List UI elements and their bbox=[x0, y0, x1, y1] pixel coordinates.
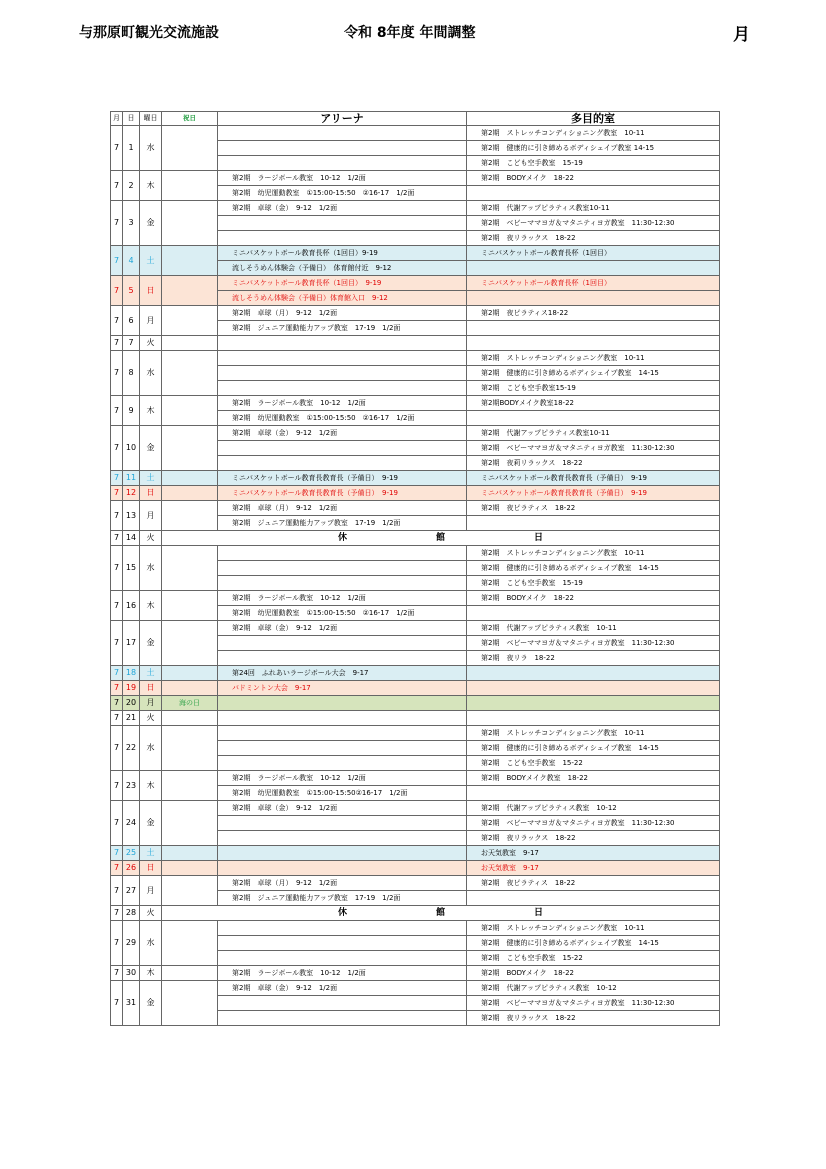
holiday-cell bbox=[162, 486, 218, 501]
day-month-cell: 7 bbox=[111, 681, 123, 696]
day-month-cell: 7 bbox=[111, 846, 123, 861]
table-row bbox=[111, 396, 720, 411]
arena-event-cell bbox=[218, 456, 467, 471]
arena-event-cell: 第2期 ラージボール教室 10-12 1/2面 bbox=[218, 771, 467, 786]
weekday-cell: 月 bbox=[140, 501, 162, 531]
arena-event-cell: 第2期 卓球（月） 9-12 1/2面 bbox=[218, 501, 467, 516]
arena-event-cell: 第2期 ラージボール教室 10-12 1/2面 bbox=[218, 966, 467, 981]
day-month-cell: 7 bbox=[111, 666, 123, 681]
day-number-cell: 11 bbox=[123, 471, 140, 486]
arena-event-cell bbox=[218, 351, 467, 366]
table-row bbox=[111, 876, 720, 891]
multi-room-event-cell: 第2期 BODYメイク 18-22 bbox=[467, 966, 720, 981]
multi-room-event-cell bbox=[467, 321, 720, 336]
arena-event-cell: 第2期 卓球（月） 9-12 1/2面 bbox=[218, 306, 467, 321]
table-row bbox=[111, 546, 720, 561]
holiday-cell bbox=[162, 921, 218, 966]
multi-room-event-cell bbox=[467, 516, 720, 531]
weekday-cell: 土 bbox=[140, 666, 162, 681]
col-month-header: 月 bbox=[111, 112, 123, 126]
multi-room-event-cell bbox=[467, 261, 720, 276]
day-month-cell: 7 bbox=[111, 501, 123, 531]
arena-event-cell bbox=[218, 126, 467, 141]
multi-room-event-cell: ミニバスケットボール教育長教育長（予備日） 9-19 bbox=[467, 486, 720, 501]
day-month-cell: 7 bbox=[111, 471, 123, 486]
multi-room-event-cell bbox=[467, 606, 720, 621]
arena-event-cell: 第2期 ラージボール教室 10-12 1/2面 bbox=[218, 171, 467, 186]
holiday-cell bbox=[162, 396, 218, 426]
day-month-cell: 7 bbox=[111, 801, 123, 846]
multi-room-event-cell: ミニバスケットボール教育長杯（1回目） bbox=[467, 276, 720, 291]
holiday-cell bbox=[162, 726, 218, 771]
day-month-cell: 7 bbox=[111, 546, 123, 591]
arena-event-cell bbox=[218, 921, 467, 936]
holiday-cell bbox=[162, 876, 218, 906]
multi-room-event-cell: 第2期 ベビーママヨガ＆マタニティヨガ教室 11:30-12:30 bbox=[467, 996, 720, 1011]
multi-room-event-cell: ミニバスケットボール教育長杯（1回目） bbox=[467, 246, 720, 261]
multi-room-event-cell: 第2期 代謝アップピラティス教室10-11 bbox=[467, 201, 720, 216]
table-row bbox=[111, 126, 720, 141]
day-number-cell: 8 bbox=[123, 351, 140, 396]
multi-room-event-cell: 第2期 BODYメイク 18-22 bbox=[467, 171, 720, 186]
multi-room-event-cell: 第2期 夜リラ 18-22 bbox=[467, 651, 720, 666]
arena-event-cell bbox=[218, 936, 467, 951]
day-number-cell: 26 bbox=[123, 861, 140, 876]
facility-name: 与那原町観光交流施設 bbox=[79, 25, 219, 41]
table-row bbox=[111, 726, 720, 741]
holiday-cell bbox=[162, 591, 218, 621]
weekday-cell: 土 bbox=[140, 846, 162, 861]
col-multi-header: 多目的室 bbox=[467, 112, 720, 126]
weekday-cell: 月 bbox=[140, 876, 162, 906]
multi-room-event-cell: 第2期 健康的に引き締めるボディシェイプ教室 14-15 bbox=[467, 561, 720, 576]
multi-room-event-cell: 第2期 BODYメイク 18-22 bbox=[467, 591, 720, 606]
arena-event-cell bbox=[218, 831, 467, 846]
table-row bbox=[111, 531, 720, 546]
table-row bbox=[111, 906, 720, 921]
arena-event-cell: 第2期 卓球（金） 9-12 1/2面 bbox=[218, 426, 467, 441]
day-number-cell: 28 bbox=[123, 906, 140, 921]
arena-event-cell bbox=[218, 846, 467, 861]
arena-event-cell bbox=[218, 951, 467, 966]
holiday-cell bbox=[162, 546, 218, 591]
arena-event-cell bbox=[218, 711, 467, 726]
multi-room-event-cell: 第2期 健康的に引き締めるボディシェイプ教室 14-15 bbox=[467, 141, 720, 156]
weekday-cell: 金 bbox=[140, 801, 162, 846]
schedule-body bbox=[111, 126, 720, 1026]
arena-event-cell: 第2期 幼児運動教室 ①15:00-15:50 ②16-17 1/2面 bbox=[218, 186, 467, 201]
multi-room-event-cell bbox=[467, 681, 720, 696]
day-month-cell: 7 bbox=[111, 351, 123, 396]
arena-event-cell: 第2期 ジュニア運動能力アップ教室 17-19 1/2面 bbox=[218, 891, 467, 906]
day-month-cell: 7 bbox=[111, 396, 123, 426]
day-month-cell: 7 bbox=[111, 906, 123, 921]
day-month-cell: 7 bbox=[111, 486, 123, 501]
day-number-cell: 15 bbox=[123, 546, 140, 591]
multi-room-event-cell: 第2期 夜リラックス 18-22 bbox=[467, 1011, 720, 1026]
day-number-cell: 29 bbox=[123, 921, 140, 966]
multi-room-event-cell: 第2期 こども空手教室 15-19 bbox=[467, 156, 720, 171]
day-month-cell: 7 bbox=[111, 726, 123, 771]
multi-room-event-cell: 第2期 健康的に引き締めるボディシェイプ教室 14-15 bbox=[467, 741, 720, 756]
table-row bbox=[111, 306, 720, 321]
multi-room-event-cell: 第2期 代謝アップピラティス教室 10-12 bbox=[467, 981, 720, 996]
arena-event-cell bbox=[218, 996, 467, 1011]
table-row bbox=[111, 246, 720, 261]
day-number-cell: 18 bbox=[123, 666, 140, 681]
weekday-cell: 火 bbox=[140, 711, 162, 726]
day-month-cell: 7 bbox=[111, 306, 123, 336]
multi-room-event-cell: お天気教室 9-17 bbox=[467, 861, 720, 876]
arena-event-cell: 流しそうめん体験会（予備日）体育館入口 9-12 bbox=[218, 291, 467, 306]
arena-event-cell bbox=[218, 741, 467, 756]
day-number-cell: 6 bbox=[123, 306, 140, 336]
table-row bbox=[111, 846, 720, 861]
closed-label-char: 日 bbox=[533, 908, 543, 918]
arena-event-cell bbox=[218, 696, 467, 711]
arena-event-cell: ミニバスケットボール教育長杯（1回目）9-19 bbox=[218, 246, 467, 261]
col-holiday-header: 祝日 bbox=[162, 112, 218, 126]
day-month-cell: 7 bbox=[111, 621, 123, 666]
multi-room-event-cell: 第2期 夜ピラティス 18-22 bbox=[467, 876, 720, 891]
holiday-cell bbox=[162, 351, 218, 396]
table-header-row bbox=[111, 112, 720, 126]
multi-room-event-cell: 第2期 ベビーママヨガ＆マタニティヨガ教室 11:30-12:30 bbox=[467, 216, 720, 231]
arena-event-cell: 第2期 幼児運動教室 ①15:00-15:50 ②16-17 1/2面 bbox=[218, 411, 467, 426]
multi-room-event-cell: 第2期 こども空手教室 15-22 bbox=[467, 756, 720, 771]
table-row bbox=[111, 981, 720, 996]
day-number-cell: 31 bbox=[123, 981, 140, 1026]
multi-room-event-cell bbox=[467, 696, 720, 711]
arena-event-cell: 第2期 卓球（金） 9-12 1/2面 bbox=[218, 621, 467, 636]
day-number-cell: 25 bbox=[123, 846, 140, 861]
multi-room-event-cell: 第2期 夜ピラティス18-22 bbox=[467, 306, 720, 321]
day-number-cell: 9 bbox=[123, 396, 140, 426]
multi-room-event-cell: 第2期 ストレッチコンディショニング教室 10-11 bbox=[467, 126, 720, 141]
holiday-cell bbox=[162, 336, 218, 351]
arena-event-cell bbox=[218, 156, 467, 171]
weekday-cell: 水 bbox=[140, 921, 162, 966]
multi-room-event-cell: 第2期 夜リラックス 18-22 bbox=[467, 231, 720, 246]
holiday-cell bbox=[162, 501, 218, 531]
day-number-cell: 3 bbox=[123, 201, 140, 246]
weekday-cell: 月 bbox=[140, 696, 162, 711]
multi-room-event-cell: 第2期 健康的に引き締めるボディシェイプ教室 14-15 bbox=[467, 936, 720, 951]
arena-event-cell: 第2期 幼児運動教室 ①15:00-15:50 ②16-17 1/2面 bbox=[218, 606, 467, 621]
arena-event-cell bbox=[218, 546, 467, 561]
multi-room-event-cell: 第2期 ベビーママヨガ＆マタニティヨガ教室 11:30-12:30 bbox=[467, 636, 720, 651]
day-month-cell: 7 bbox=[111, 921, 123, 966]
day-month-cell: 7 bbox=[111, 201, 123, 246]
table-row bbox=[111, 861, 720, 876]
arena-event-cell bbox=[218, 816, 467, 831]
arena-event-cell bbox=[218, 336, 467, 351]
closed-label-char: 休 bbox=[337, 908, 347, 918]
multi-room-event-cell: 第2期 ストレッチコンディショニング教室 10-11 bbox=[467, 921, 720, 936]
closed-day-cell bbox=[162, 906, 720, 921]
table-row bbox=[111, 696, 720, 711]
holiday-cell bbox=[162, 246, 218, 276]
day-number-cell: 17 bbox=[123, 621, 140, 666]
day-month-cell: 7 bbox=[111, 426, 123, 471]
multi-room-event-cell: 第2期 ストレッチコンディショニング教室 10-11 bbox=[467, 726, 720, 741]
multi-room-event-cell: 第2期 ストレッチコンディショニング教室 10-11 bbox=[467, 351, 720, 366]
day-number-cell: 12 bbox=[123, 486, 140, 501]
multi-room-event-cell: 第2期 代謝アップピラティス教室 10-12 bbox=[467, 801, 720, 816]
day-month-cell: 7 bbox=[111, 276, 123, 306]
arena-event-cell bbox=[218, 861, 467, 876]
day-number-cell: 19 bbox=[123, 681, 140, 696]
multi-room-event-cell bbox=[467, 291, 720, 306]
weekday-cell: 水 bbox=[140, 126, 162, 171]
arena-event-cell: バドミントン大会 9-17 bbox=[218, 681, 467, 696]
day-number-cell: 22 bbox=[123, 726, 140, 771]
holiday-cell: 海の日 bbox=[162, 696, 218, 711]
holiday-cell bbox=[162, 306, 218, 336]
arena-event-cell bbox=[218, 726, 467, 741]
holiday-cell bbox=[162, 621, 218, 666]
arena-event-cell bbox=[218, 651, 467, 666]
multi-room-event-cell bbox=[467, 711, 720, 726]
document-title: 令和 8年度 年間調整 bbox=[344, 25, 476, 41]
day-number-cell: 20 bbox=[123, 696, 140, 711]
day-number-cell: 21 bbox=[123, 711, 140, 726]
day-number-cell: 14 bbox=[123, 531, 140, 546]
arena-event-cell: 第2期 卓球（金） 9-12 1/2面 bbox=[218, 201, 467, 216]
holiday-cell bbox=[162, 846, 218, 861]
day-number-cell: 27 bbox=[123, 876, 140, 906]
weekday-cell: 水 bbox=[140, 546, 162, 591]
weekday-cell: 土 bbox=[140, 246, 162, 276]
multi-room-event-cell: 第2期 ベビーママヨガ＆マタニティヨガ教室 11:30-12:30 bbox=[467, 816, 720, 831]
col-day-header: 日 bbox=[123, 112, 140, 126]
table-row bbox=[111, 666, 720, 681]
day-month-cell: 7 bbox=[111, 876, 123, 906]
multi-room-event-cell: 第2期 ストレッチコンディショニング教室 10-11 bbox=[467, 546, 720, 561]
table-row bbox=[111, 201, 720, 216]
day-number-cell: 4 bbox=[123, 246, 140, 276]
arena-event-cell bbox=[218, 636, 467, 651]
holiday-cell bbox=[162, 276, 218, 306]
weekday-cell: 金 bbox=[140, 621, 162, 666]
arena-event-cell: 第2期 ラージボール教室 10-12 1/2面 bbox=[218, 591, 467, 606]
multi-room-event-cell: ミニバスケットボール教育長教育長（予備日） 9-19 bbox=[467, 471, 720, 486]
multi-room-event-cell: 第2期 こども空手教室 15-22 bbox=[467, 951, 720, 966]
day-month-cell: 7 bbox=[111, 171, 123, 201]
multi-room-event-cell: 第2期 こども空手教室15-19 bbox=[467, 381, 720, 396]
closed-label-char: 日 bbox=[533, 533, 543, 543]
day-month-cell: 7 bbox=[111, 966, 123, 981]
day-number-cell: 5 bbox=[123, 276, 140, 306]
arena-event-cell bbox=[218, 216, 467, 231]
multi-room-event-cell bbox=[467, 891, 720, 906]
table-row bbox=[111, 276, 720, 291]
multi-room-event-cell: 第2期 ベビーママヨガ＆マタニティヨガ教室 11:30-12:30 bbox=[467, 441, 720, 456]
weekday-cell: 火 bbox=[140, 336, 162, 351]
arena-event-cell bbox=[218, 576, 467, 591]
table-row bbox=[111, 486, 720, 501]
multi-room-event-cell: 第2期 夜莉リラックス 18-22 bbox=[467, 456, 720, 471]
closed-label-char: 館 bbox=[435, 533, 445, 543]
day-month-cell: 7 bbox=[111, 336, 123, 351]
multi-room-event-cell bbox=[467, 336, 720, 351]
col-arena-header: アリーナ bbox=[218, 112, 467, 126]
day-number-cell: 30 bbox=[123, 966, 140, 981]
arena-event-cell: 第2期 卓球（金） 9-12 1/2面 bbox=[218, 981, 467, 996]
multi-room-event-cell bbox=[467, 786, 720, 801]
day-number-cell: 23 bbox=[123, 771, 140, 801]
day-month-cell: 7 bbox=[111, 696, 123, 711]
day-month-cell: 7 bbox=[111, 126, 123, 171]
multi-room-event-cell: お天気教室 9-17 bbox=[467, 846, 720, 861]
arena-event-cell: 第2期 ジュニア運動能力アップ教室 17-19 1/2面 bbox=[218, 516, 467, 531]
multi-room-event-cell bbox=[467, 186, 720, 201]
day-number-cell: 1 bbox=[123, 126, 140, 171]
arena-event-cell: ミニバスケットボール教育長杯（1回目） 9-19 bbox=[218, 276, 467, 291]
multi-room-event-cell: 第2期 健康的に引き締めるボディシェイプ教室 14-15 bbox=[467, 366, 720, 381]
table-row bbox=[111, 711, 720, 726]
holiday-cell bbox=[162, 471, 218, 486]
day-month-cell: 7 bbox=[111, 531, 123, 546]
multi-room-event-cell bbox=[467, 411, 720, 426]
holiday-cell bbox=[162, 681, 218, 696]
holiday-cell bbox=[162, 966, 218, 981]
table-row bbox=[111, 681, 720, 696]
day-number-cell: 10 bbox=[123, 426, 140, 471]
multi-room-event-cell: 第2期 代謝アップピラティス教室 10-11 bbox=[467, 621, 720, 636]
closed-day-cell bbox=[162, 531, 720, 546]
table-row bbox=[111, 621, 720, 636]
day-number-cell: 13 bbox=[123, 501, 140, 531]
arena-event-cell: 第2期 ジュニア運動能力アップ教室 17-19 1/2面 bbox=[218, 321, 467, 336]
weekday-cell: 日 bbox=[140, 861, 162, 876]
weekday-cell: 金 bbox=[140, 426, 162, 471]
holiday-cell bbox=[162, 861, 218, 876]
table-row bbox=[111, 591, 720, 606]
schedule-table bbox=[110, 111, 720, 1026]
arena-event-cell: 第2期 卓球（金） 9-12 1/2面 bbox=[218, 801, 467, 816]
table-row bbox=[111, 501, 720, 516]
weekday-cell: 金 bbox=[140, 981, 162, 1026]
multi-room-event-cell: 第2期 こども空手教室 15-19 bbox=[467, 576, 720, 591]
table-row bbox=[111, 966, 720, 981]
arena-event-cell bbox=[218, 756, 467, 771]
holiday-cell bbox=[162, 126, 218, 171]
day-month-cell: 7 bbox=[111, 771, 123, 801]
weekday-cell: 日 bbox=[140, 276, 162, 306]
holiday-cell bbox=[162, 666, 218, 681]
day-month-cell: 7 bbox=[111, 711, 123, 726]
col-weekday-header: 曜日 bbox=[140, 112, 162, 126]
arena-event-cell: 流しそうめん体験会（予備日） 体育館付近 9-12 bbox=[218, 261, 467, 276]
holiday-cell bbox=[162, 981, 218, 1026]
table-row bbox=[111, 771, 720, 786]
table-row bbox=[111, 171, 720, 186]
weekday-cell: 金 bbox=[140, 201, 162, 246]
arena-event-cell bbox=[218, 366, 467, 381]
multi-room-event-cell: 第2期 夜リラックス 18-22 bbox=[467, 831, 720, 846]
day-month-cell: 7 bbox=[111, 981, 123, 1026]
multi-room-event-cell: 第2期 夜ピラティス 18-22 bbox=[467, 501, 720, 516]
table-row bbox=[111, 471, 720, 486]
arena-event-cell: 第2期 ラージボール教室 10-12 1/2面 bbox=[218, 396, 467, 411]
day-number-cell: 16 bbox=[123, 591, 140, 621]
weekday-cell: 火 bbox=[140, 906, 162, 921]
arena-event-cell bbox=[218, 441, 467, 456]
arena-event-cell: 第2期 幼児運動教室 ①15:00-15:50②16-17 1/2面 bbox=[218, 786, 467, 801]
holiday-cell bbox=[162, 201, 218, 246]
arena-event-cell: ミニバスケットボール教育長教育長（予備日） 9-19 bbox=[218, 471, 467, 486]
day-number-cell: 2 bbox=[123, 171, 140, 201]
arena-event-cell bbox=[218, 231, 467, 246]
multi-room-event-cell: 第2期BODYメイク教室18-22 bbox=[467, 396, 720, 411]
weekday-cell: 火 bbox=[140, 531, 162, 546]
table-row bbox=[111, 921, 720, 936]
arena-event-cell: 第2期 卓球（月） 9-12 1/2面 bbox=[218, 876, 467, 891]
table-row bbox=[111, 426, 720, 441]
multi-room-event-cell: 第2期 代謝アップピラティス教室10-11 bbox=[467, 426, 720, 441]
multi-room-event-cell bbox=[467, 666, 720, 681]
weekday-cell: 土 bbox=[140, 471, 162, 486]
closed-label-char: 休 bbox=[337, 533, 347, 543]
multi-room-event-cell: 第2期 BODYメイク教室 18-22 bbox=[467, 771, 720, 786]
holiday-cell bbox=[162, 771, 218, 801]
month-label: 月 bbox=[733, 25, 750, 45]
weekday-cell: 水 bbox=[140, 351, 162, 396]
weekday-cell: 月 bbox=[140, 306, 162, 336]
day-month-cell: 7 bbox=[111, 591, 123, 621]
weekday-cell: 日 bbox=[140, 486, 162, 501]
arena-event-cell: ミニバスケットボール教育長教育長（予備日） 9-19 bbox=[218, 486, 467, 501]
arena-event-cell bbox=[218, 141, 467, 156]
weekday-cell: 木 bbox=[140, 591, 162, 621]
table-row bbox=[111, 801, 720, 816]
table-row bbox=[111, 351, 720, 366]
weekday-cell: 木 bbox=[140, 771, 162, 801]
holiday-cell bbox=[162, 711, 218, 726]
day-month-cell: 7 bbox=[111, 246, 123, 276]
arena-event-cell bbox=[218, 561, 467, 576]
arena-event-cell bbox=[218, 381, 467, 396]
day-number-cell: 24 bbox=[123, 801, 140, 846]
holiday-cell bbox=[162, 801, 218, 846]
weekday-cell: 木 bbox=[140, 966, 162, 981]
arena-event-cell: 第24回 ふれあいラージボール大会 9-17 bbox=[218, 666, 467, 681]
weekday-cell: 日 bbox=[140, 681, 162, 696]
closed-label-char: 館 bbox=[435, 908, 445, 918]
day-number-cell: 7 bbox=[123, 336, 140, 351]
arena-event-cell bbox=[218, 1011, 467, 1026]
weekday-cell: 木 bbox=[140, 171, 162, 201]
weekday-cell: 木 bbox=[140, 396, 162, 426]
day-month-cell: 7 bbox=[111, 861, 123, 876]
holiday-cell bbox=[162, 171, 218, 201]
holiday-cell bbox=[162, 426, 218, 471]
weekday-cell: 水 bbox=[140, 726, 162, 771]
table-row bbox=[111, 336, 720, 351]
